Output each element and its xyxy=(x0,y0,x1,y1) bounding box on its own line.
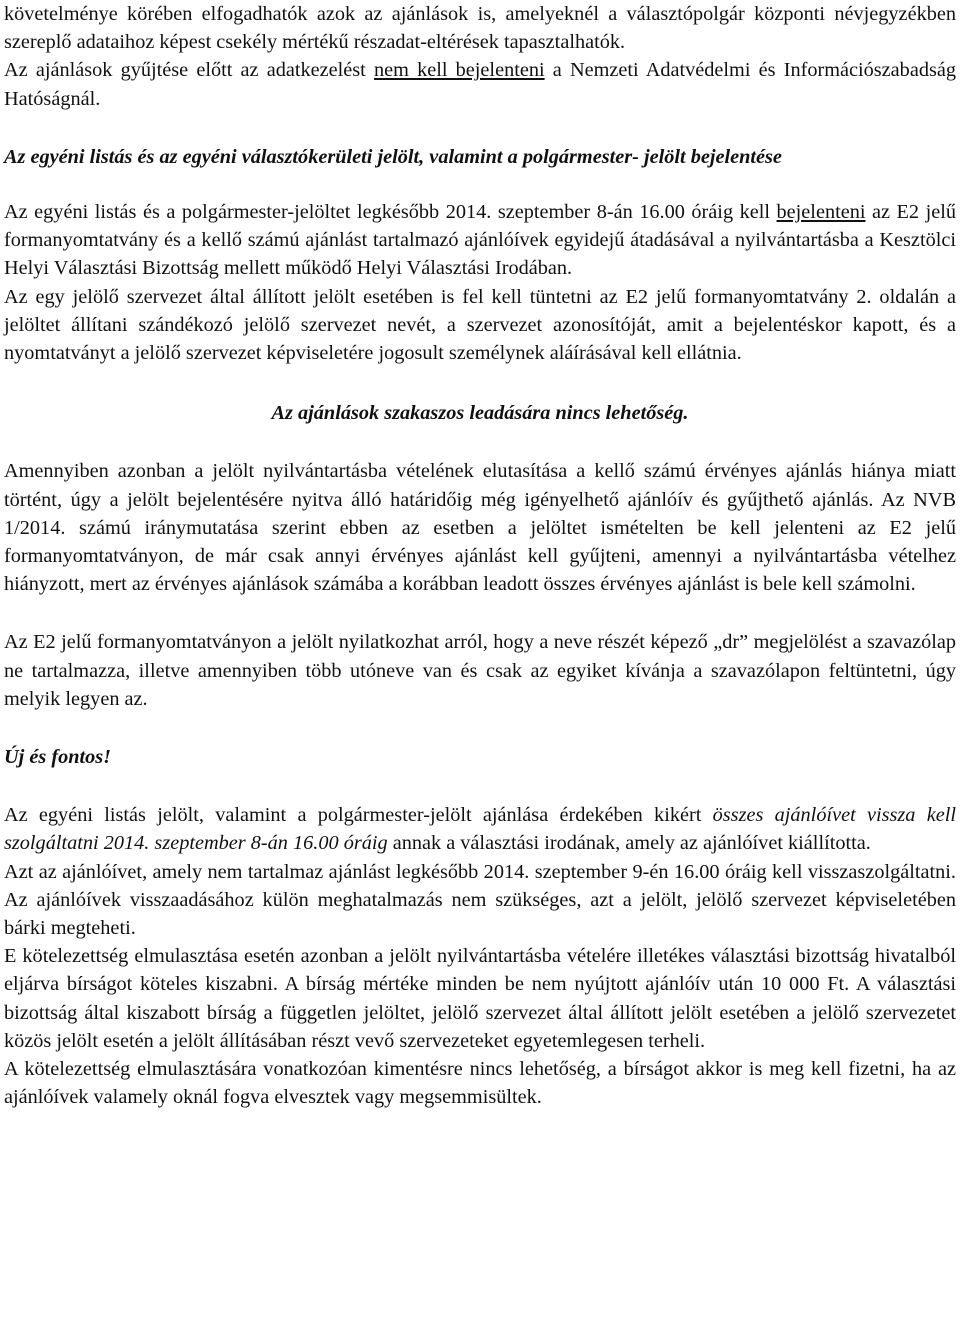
heading-text: Új és fontos! xyxy=(4,746,112,769)
section-heading-candidate-registration xyxy=(4,143,956,171)
paragraph-data-handling xyxy=(4,56,956,112)
paragraph-text: a Nemzeti Adatvédelmi és Információszabadság Hatóságnál. xyxy=(4,59,957,110)
paragraph-text: Az egyéni listás jelölt, valamint a polgármester-jelölt ajánlása érdekében kikért xyxy=(4,804,713,827)
paragraph-return-forms xyxy=(4,801,956,857)
paragraph-text: Az ajánlások gyűjtése előtt az adatkezelést xyxy=(4,59,374,82)
paragraph-rejection-case xyxy=(4,457,956,598)
notice-text: Az ajánlások szakaszos leadására nincs lehetőség. xyxy=(271,402,689,425)
paragraph-text: Amennyiben azonban a jelölt nyilvántartásba vételének elutasítása a kellő számú érvényes ajánlás hiánya miatt történt, úgy a jelölt bejelentésére nyitva álló határidőig még igényelhető ajánlóív és gyűjthető ajánlás. Az NVB 1/2014. számú iránymutatása szerint ebben az esetben a jelöltet ismételten be kell jelenteni az E2 jelű formanyomtatványon, de már csak annyi érvényes ajánlást kell gyűjteni, amennyi a nyilvántartásba vételhez hiányzott, mert az érvényes ajánlások számába a korábban leadott összes érvényes ajánlást is bele kell számolni. xyxy=(4,460,956,596)
paragraph-nominating-organization xyxy=(4,283,956,368)
paragraph-registration-deadline xyxy=(4,198,956,283)
paragraph-recommendation-requirement xyxy=(4,0,956,56)
section-heading-new-important xyxy=(4,743,956,771)
paragraph-text: Az egy jelölő szervezet által állított jelölt esetében is fel kell tüntetni az E2 jelű formanyomtatvány 2. oldalán a jelöltet állítani szándékozó jelölő szervezet nevét, a szervezet azonosítóját, amit a bejelentéskor kapott, és a nyomtatványt a jelölő szervezet képviseletére jogosult személynek aláírásával kell ellátnia. xyxy=(4,285,956,365)
paragraph-text: E kötelezettség elmulasztása esetén azonban a jelölt nyilvántartásba vételére illetékes választási bizottság hivatalból eljárva bírságot köteles kiszabni. A bírság mértéke minden be nem nyújtott ajánlóív után 10 000 Ft. A választási bizottság által kiszabott bírság a független jelöltet, jelölő szervezet által állított jelölt esetében a jelölő szervezetet közös jelölt esetén a jelölt állításában részt vevő szervezeteket egyetemlegesen terheli. xyxy=(4,945,956,1052)
paragraph-text: követelménye körében elfogadhatók azok az ajánlások is, amelyeknél a választópolgár központi névjegyzékben szereplő adataihoz képest csekély mértékű részadat-eltérések tapasztalhatók. xyxy=(4,3,956,54)
underlined-text: bejelenteni xyxy=(776,201,866,224)
paragraph-name-declaration xyxy=(4,628,956,713)
paragraph-text: Az E2 jelű formanyomtatványon a jelölt nyilatkozhat arról, hogy a neve részét képező „dr” megjelölést a szavazólap ne tartalmazza, illetve amennyiben több utóneve van és csak az egyiket kívánja a szavazólapon feltüntetni, úgy melyik legyen az. xyxy=(4,631,956,710)
heading-text: Az egyéni listás és az egyéni választókerületi jelölt, valamint a polgármester- jelölt bejelentése xyxy=(4,145,782,168)
paragraph-text: Az egyéni listás és a polgármester-jelöltet legkésőbb 2014. szeptember 8-án 16.00 óráig kell xyxy=(4,201,777,224)
paragraph-text: Azt az ajánlóívet, amely nem tartalmaz ajánlást legkésőbb 2014. szeptember 9-én 16.00 óráig kell visszaszolgáltatni. Az ajánlóívek visszaadásához külön meghatalmazás nem szükséges, azt a jelölt, jelölő szervezet képviseletében bárki megteheti. xyxy=(4,860,956,940)
paragraph-text: az E2 jelű formanyomtatvány és a kellő számú ajánlást tartalmazó ajánlóívek egyidejű átadásával a nyilvántartásba a Kesztölci Helyi Választási Bizottság mellett működő Helyi Választási Irodában. xyxy=(4,201,956,280)
paragraph-text: A kötelezettség elmulasztására vonatkozóan kimentésre nincs lehetőség, a bírságot akkor is meg kell fizetni, ha az ajánlóívek valamely oknál fogva elvesztek vagy megsemmisültek. xyxy=(4,1058,956,1109)
paragraph-no-exemption xyxy=(4,1055,956,1111)
paragraph-text: annak a választási irodának, amely az ajánlóívet kiállította. xyxy=(387,832,871,855)
paragraph-fine xyxy=(4,942,956,1055)
notice-no-partial-submission xyxy=(4,399,956,427)
italic-text: összes ajánlóívet vissza kell szolgáltatni 2014. szeptember 8-án 16.00 óráig xyxy=(4,804,956,855)
document-page xyxy=(4,0,956,1112)
paragraph-empty-forms-return xyxy=(4,858,956,943)
underlined-text: nem kell bejelenteni xyxy=(373,59,545,82)
